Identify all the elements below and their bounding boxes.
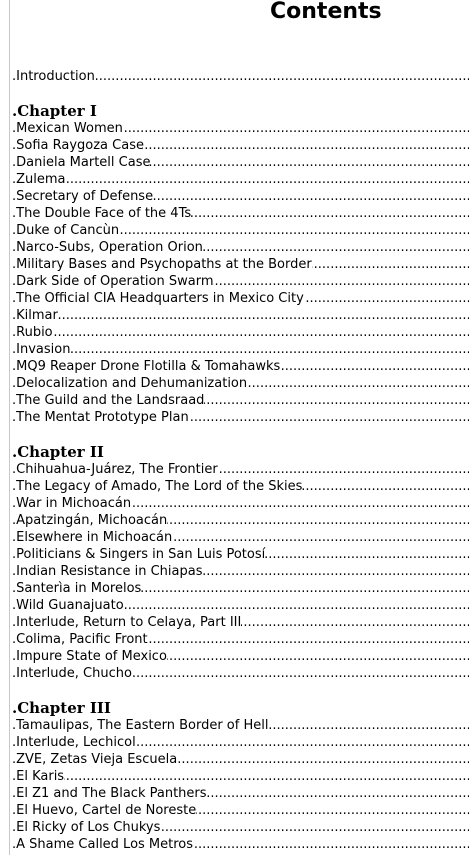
toc-entry[interactable] [12,478,469,495]
toc-entry[interactable] [12,171,469,188]
toc-entry[interactable] [12,580,469,597]
toc-entry[interactable] [12,768,469,785]
toc-entry-label: .ZVE, Zetas Vieja Escuela [12,752,178,767]
chapter-entries [12,120,469,426]
toc-entry[interactable] [12,375,469,392]
toc-entry-label: .Zulema [12,172,66,187]
chapter-heading[interactable]: .Chapter II [12,443,104,461]
toc-entry[interactable] [12,137,469,154]
page-title: Contents [270,0,382,24]
toc-entry-label: .A Shame Called Los Metros [12,837,194,852]
toc-entry[interactable] [12,154,469,171]
toc-entry[interactable] [12,358,469,375]
toc-entry-label: .Military Bases and Psychopaths at the Border [12,257,312,272]
toc-entry[interactable] [12,205,469,222]
toc-entry[interactable] [12,529,469,546]
toc-entry[interactable] [12,324,469,341]
toc-entry[interactable] [12,785,469,802]
toc-entry-label: .War in Michoacán [12,496,132,511]
toc-entry[interactable] [12,307,469,324]
toc-entry-label: .Chihuahua-Juárez, The Frontier [12,462,218,477]
toc-entry-label: .The Double Face of the 4Ts [12,206,192,221]
toc-entry-label: .Delocalization and Dehumanization [12,376,248,391]
toc-entry-label: .Santerìa in Morelos [12,581,142,596]
toc-entry[interactable] [12,222,469,239]
toc-entry[interactable] [12,256,469,273]
chapter-heading[interactable]: .Chapter III [12,699,111,717]
toc-entry[interactable] [12,273,469,290]
table-of-contents [12,68,469,853]
toc-entry-label: .Dark Side of Operation Swarm [12,274,214,289]
page-margin-line [9,0,10,855]
toc-entry-label: .Invasion [12,342,71,357]
toc-entry[interactable] [12,717,469,734]
toc-entry-label: .Kilmar [12,308,58,323]
toc-entry[interactable] [12,392,469,409]
toc-entry-label: .The Guild and the Landsraad [12,393,205,408]
toc-entry-label: .Introduction [12,69,95,84]
toc-entry-label: .MQ9 Reaper Drone Flotilla & Tomahawks [12,359,281,374]
toc-entry[interactable] [12,631,469,648]
toc-entry[interactable] [12,546,469,563]
toc-entry-label: .Rubio [12,325,53,340]
toc-spacer [12,85,469,102]
toc-entry-label: .Sofia Raygoza Case [12,138,144,153]
toc-entry-introduction[interactable] [12,68,469,85]
toc-entry[interactable] [12,819,469,836]
toc-entry-label: .The Legacy of Amado, The Lord of the Skies [12,479,303,494]
chapter-heading[interactable]: .Chapter I [12,102,97,120]
toc-spacer [12,682,469,699]
toc-entry-label: .Impure State of Mexico [12,649,167,664]
toc-entry[interactable] [12,614,469,631]
toc-entry[interactable] [12,495,469,512]
toc-entry-label: .The Mentat Prototype Plan [12,410,189,425]
toc-entry-label: .Daniela Martell Case [12,155,151,170]
toc-entry-label: .El Huevo, Cartel de Noreste [12,803,197,818]
toc-entry-label: .Wild Guanajuato [12,598,124,613]
toc-entry[interactable] [12,563,469,580]
toc-entry-label: .Interlude, Chucho [12,666,132,681]
toc-entry[interactable] [12,751,469,768]
toc-entry-label: .Apatzingán, Michoacán [12,513,168,528]
toc-entry-label: .Interlude, Return to Celaya, Part III [12,615,242,630]
chapter-entries [12,717,469,853]
toc-entry[interactable] [12,802,469,819]
toc-entry-label: .Elsewhere in Michoacán [12,530,173,545]
toc-entry[interactable] [12,512,469,529]
chapter-entries [12,461,469,682]
toc-entry[interactable] [12,734,469,751]
toc-entry[interactable] [12,461,469,478]
toc-entry-label: .Indian Resistance in Chiapas [12,564,203,579]
toc-entry[interactable] [12,188,469,205]
toc-spacer [12,426,469,443]
toc-entry[interactable] [12,290,469,307]
toc-entry-label: .Tamaulipas, The Eastern Border of Hell [12,718,269,733]
toc-entry[interactable] [12,836,469,853]
toc-entry-label: .El Karis [12,769,65,784]
toc-entry[interactable] [12,409,469,426]
toc-entry[interactable] [12,341,469,358]
toc-entry[interactable] [12,120,469,137]
toc-entry[interactable] [12,648,469,665]
toc-entry-label: .Mexican Women [12,121,123,136]
toc-entry-label: .The Official CIA Headquarters in Mexico City [12,291,304,306]
toc-entry-label: .Duke of Cancùn [12,223,120,238]
toc-entry[interactable] [12,597,469,614]
toc-entry-label: .Politicians & Singers in San Luis Potosí [12,547,266,562]
toc-entry-label: .Secretary of Defense [12,189,154,204]
toc-entry[interactable] [12,665,469,682]
toc-entry-label: .Interlude, Lechicol [12,735,136,750]
toc-entry-label: .Narco-Subs, Operation Orion [12,240,203,255]
toc-entry-label: .Colima, Pacific Front [12,632,148,647]
toc-entry[interactable] [12,239,469,256]
toc-entry-label: .El Ricky of Los Chukys [12,820,161,835]
toc-entry-label: .El Z1 and The Black Panthers [12,786,207,801]
